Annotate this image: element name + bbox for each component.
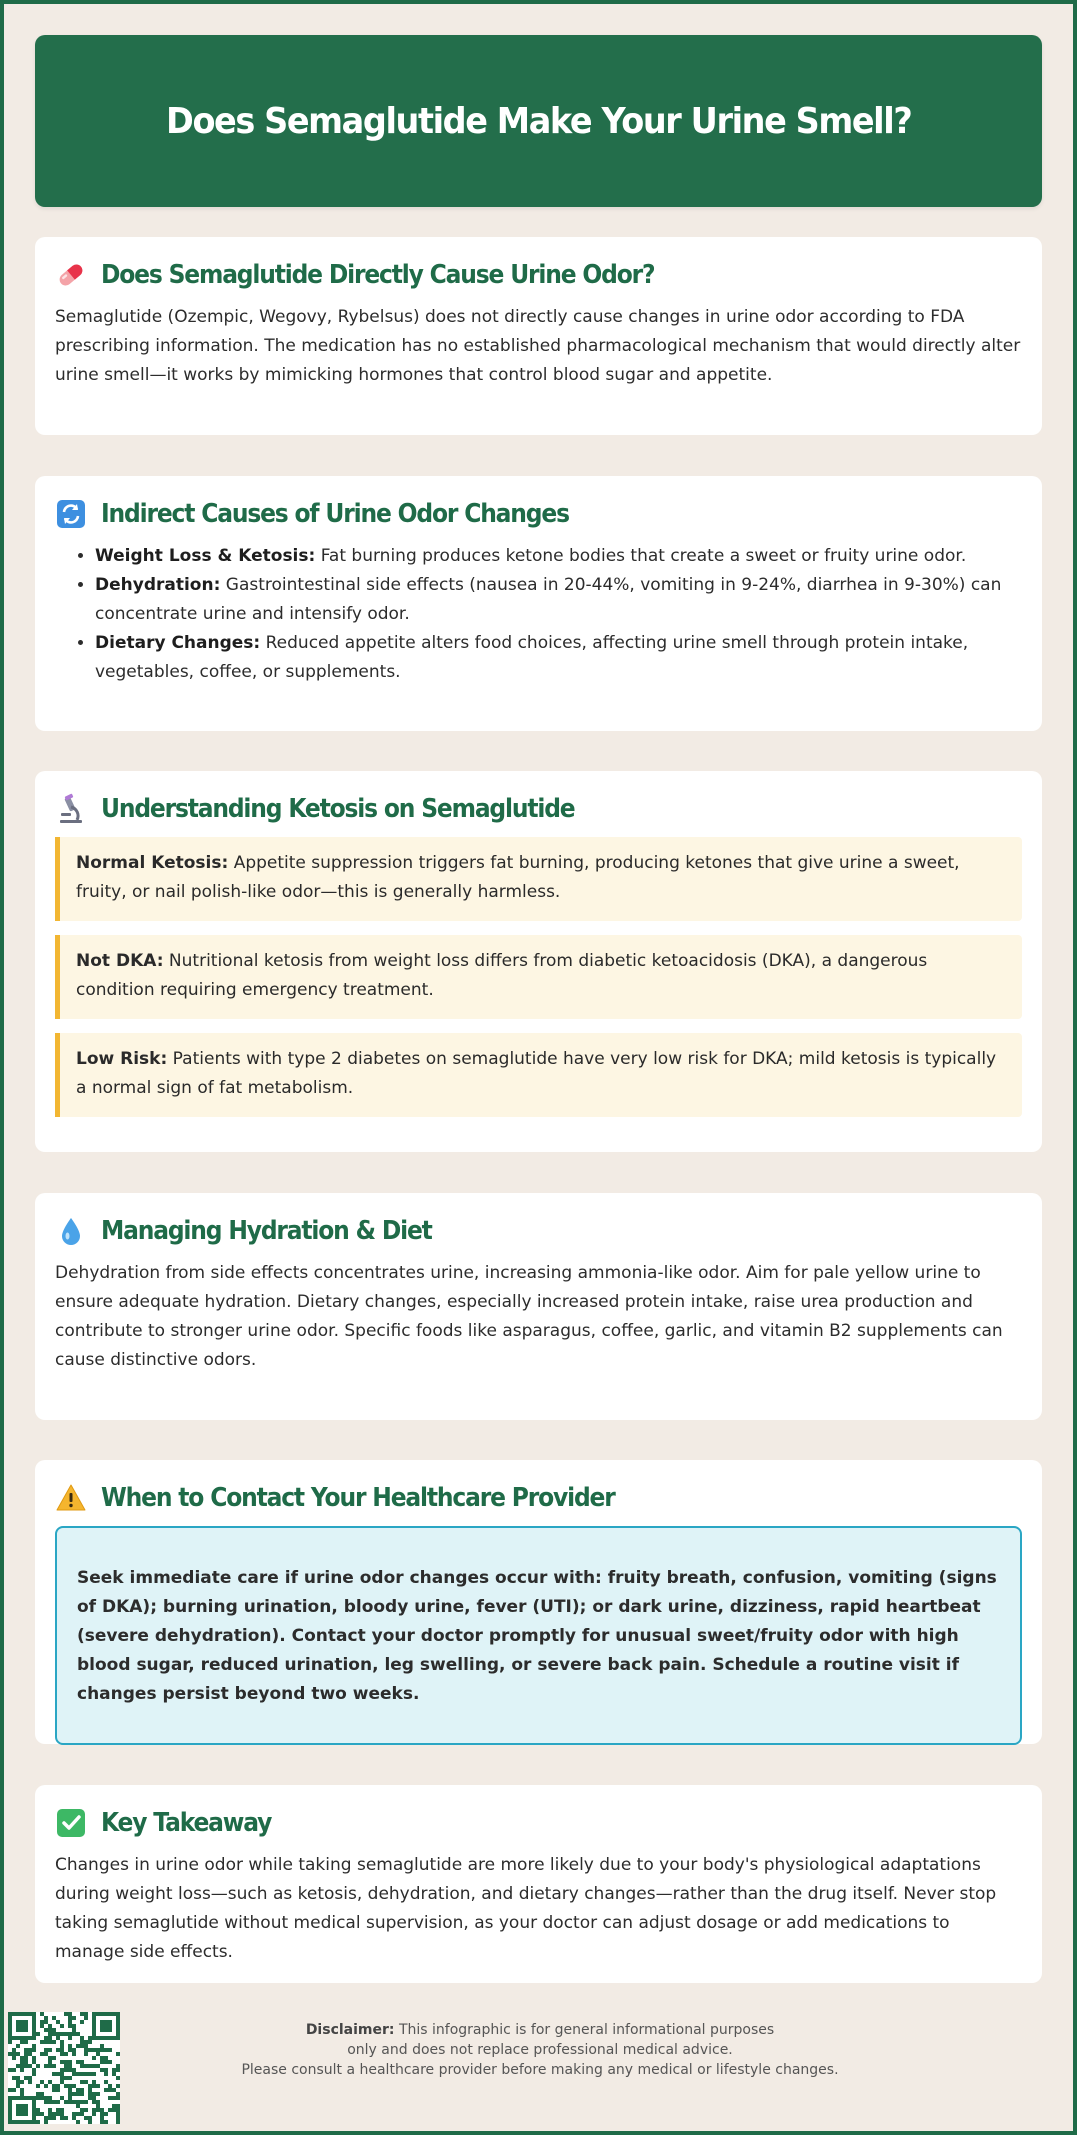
section-title: Indirect Causes of Urine Odor Changes — [101, 499, 569, 529]
card-contact-provider — [35, 1460, 1042, 1744]
check-icon — [55, 1807, 87, 1839]
disclaimer: Disclaimer: This infographic is for general informational purposes only and does not replace professional medical advice. Please consult a healthcare provider before making any medical or lifestyle changes. — [241, 2022, 839, 2078]
refresh-icon — [55, 498, 87, 530]
droplet-icon — [55, 1215, 87, 1247]
disclaimer-label: Disclaimer: — [305, 2022, 395, 2038]
card-ketosis — [35, 771, 1042, 1152]
section-title: Managing Hydration & Diet — [101, 1216, 432, 1246]
section-title: Key Takeaway — [101, 1808, 272, 1838]
card-key-takeaway — [35, 1785, 1042, 1983]
card-direct-cause — [35, 237, 1042, 435]
microscope-icon — [55, 793, 87, 825]
section-title: Understanding Ketosis on Semaglutide — [101, 794, 575, 824]
section-title: Does Semaglutide Directly Cause Urine Odor? — [101, 260, 655, 290]
warning-icon — [55, 1482, 87, 1514]
section-text: Semaglutide (Ozempic, Wegovy, Rybelsus) does not directly cause changes in urine odor according to FDA prescribing information. The medication has no established pharmacological mechanism that would directly alter urine smell—it works by mimicking hormones that control blood sugar and appetite. — [55, 307, 1021, 385]
section-text: Dehydration from side effects concentrates urine, increasing ammonia-like odor. Aim for pale yellow urine to ensure adequate hydration. Dietary changes, especially increased protein intake, raise urea production and contribute to stronger urine odor. Specific foods like asparagus, coffee, garlic, and vitamin B2 supplements can cause distinctive odors. — [55, 1263, 1003, 1370]
page-header — [35, 35, 1042, 207]
section-text: Changes in urine odor while taking semaglutide are more likely due to your body's physiological adaptations during weight loss—such as ketosis, dehydration, and dietary changes—rather than the drug itself. Never stop taking semaglutide without medical supervision, as your doctor can adjust dosage or add medications to manage side effects. — [55, 1855, 997, 1962]
list-item: • Weight Loss & Ketosis: Fat burning produces ketone bodies that create a sweet or fruity urine odor. — [95, 542, 1022, 571]
urgent-care-alert: Seek immediate care if urine odor changes occur with: fruity breath, confusion, vomiting (signs of DKA); burning urination, bloody urine, fever (UTI); or dark urine, dizziness, rapid heartbeat (severe dehydration). Contact your doctor promptly for unusual sweet/fruity odor with high blood sugar, reduced urination, leg swelling, or severe back pain. Schedule a routine visit if changes persist beyond two weeks. — [55, 1526, 1022, 1745]
section-title: When to Contact Your Healthcare Provider — [101, 1483, 615, 1513]
list-item: • Dehydration: Gastrointestinal side effects (nausea in 20-44%, vomiting in 9-24%, diarrhea in 9-30%) can concentrate urine and intensify odor. — [95, 571, 1022, 629]
pill-icon — [55, 259, 87, 291]
page-title: Does Semaglutide Make Your Urine Smell? — [165, 100, 912, 142]
callout-low-risk: Low Risk: Patients with type 2 diabetes on semaglutide have very low risk for DKA; mild ketosis is typically a normal sign of fat metabolism. — [55, 1033, 1022, 1117]
card-indirect-causes — [35, 476, 1042, 731]
callout-not-dka: Not DKA: Nutritional ketosis from weight loss differs from diabetic ketoacidosis (DKA), a dangerous condition requiring emergency treatment. — [55, 935, 1022, 1019]
qr-code[interactable] — [8, 2012, 120, 2124]
card-hydration — [35, 1193, 1042, 1420]
cause-list — [55, 542, 1022, 687]
callout-normal-ketosis: Normal Ketosis: Appetite suppression triggers fat burning, producing ketones that give urine a sweet, fruity, or nail polish-like odor—this is generally harmless. — [55, 837, 1022, 921]
list-item: • Dietary Changes: Reduced appetite alters food choices, affecting urine smell through protein intake, vegetables, coffee, or supplements. — [95, 629, 1022, 687]
